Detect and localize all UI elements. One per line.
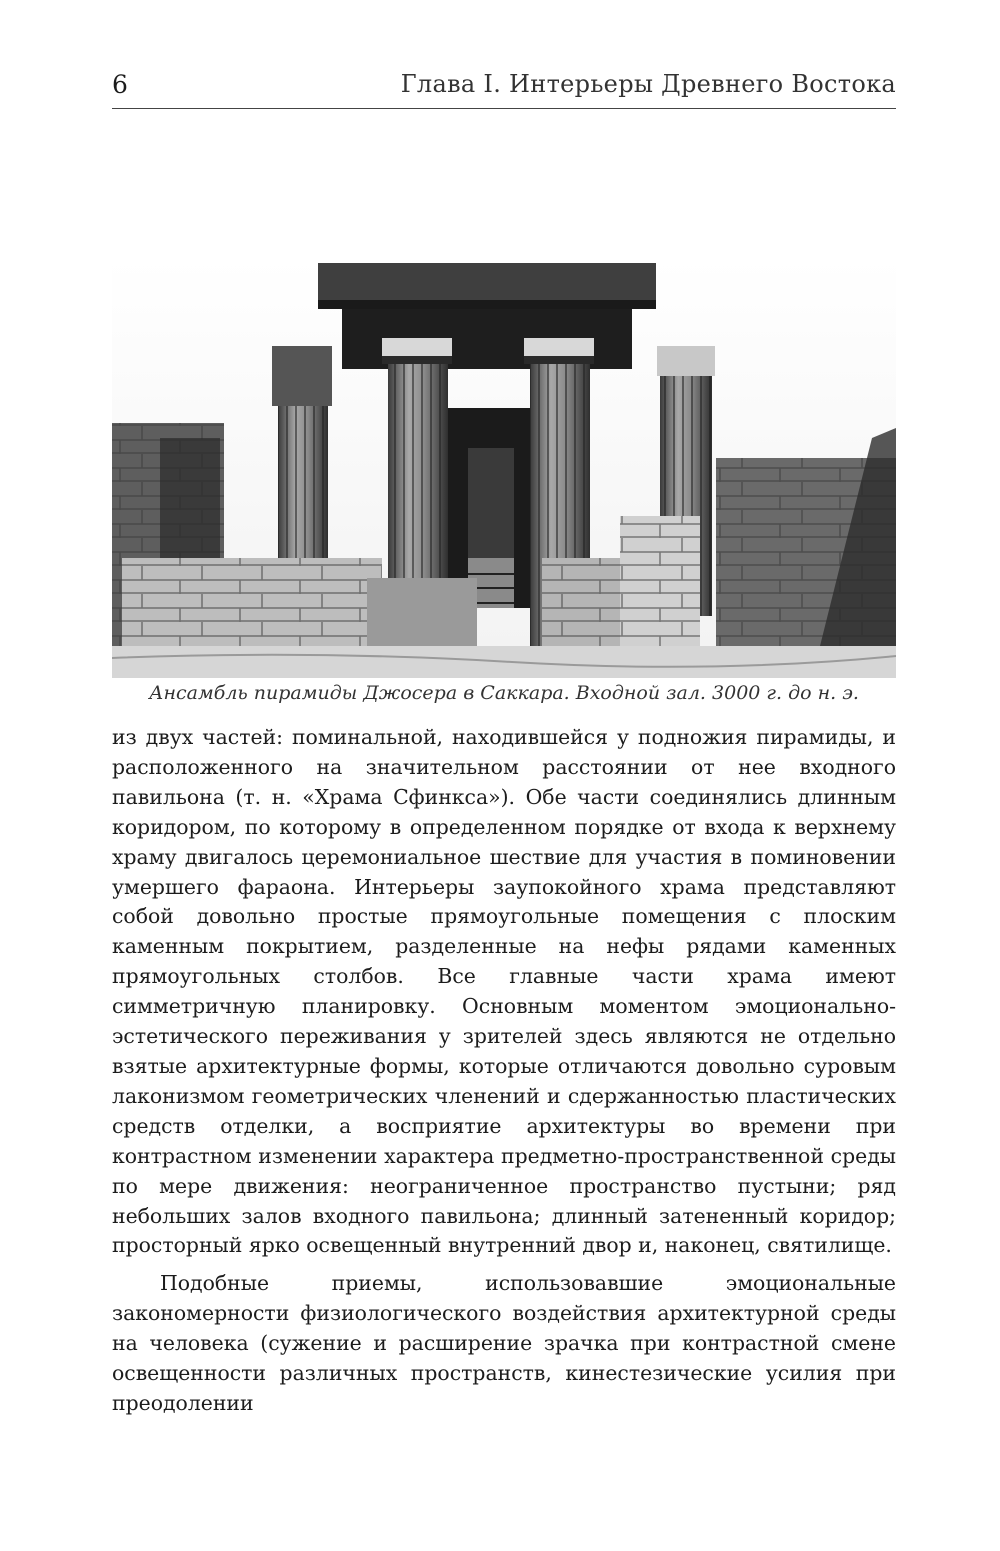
roof-slab bbox=[318, 263, 656, 369]
figure-caption: Ансамбль пирамиды Джосера в Саккара. Входной зал. 3000 г. до н. э. bbox=[149, 682, 859, 704]
page-number: 6 bbox=[112, 70, 128, 99]
paragraph: Подобные приемы, использовавшие эмоциональные закономерности физиологического воздействия архитектурной среды на человека (сужение и расширение зрачка при контрастной смене освещенности различных пространств, кинестезические усилия при преодолении bbox=[112, 1271, 896, 1415]
running-header bbox=[112, 68, 896, 109]
running-title: Глава I. Интерьеры Древнего Востока bbox=[400, 70, 896, 98]
body-text bbox=[112, 723, 896, 1419]
photo-djoser-entrance-hall bbox=[112, 258, 896, 678]
right-ruined-wall bbox=[716, 428, 896, 678]
paragraph: из двух частей: поминальной, находившейся у подножия пирамиды, и расположенного на значительном расстоянии от нее входного павильона (т. н. «Храма Сфинкса»). Обе части соединялись длинным коридором, по которому в определенном порядке от входа к верхнему храму двигалось церемониальное шествие для участия в поминовении умершего фараона. Интерьеры заупокойного храма представляют собой довольно простые прямоугольные помещения с плоским каменным покрытием, разделенные на нефы рядами каменных прямоугольных столбов. Все главные части храма имеют симметричную планировку. Основным моментом эмоционально-эстетического переживания у зрителей здесь являются не отдельно взятые архитектурные формы, которые отличаются довольно суровым лаконизмом геометрических членений и сдержанностью пластических средств отделки, а восприятие архитектуры во времени при контрастном изменении характера предметно-пространственной среды по мере движения: неограниченное пространство пустыни; ряд небольших залов входного павильона; длинный затененный коридор; просторный ярко освещенный внутренний двор и, наконец, святилище. bbox=[112, 725, 896, 1258]
